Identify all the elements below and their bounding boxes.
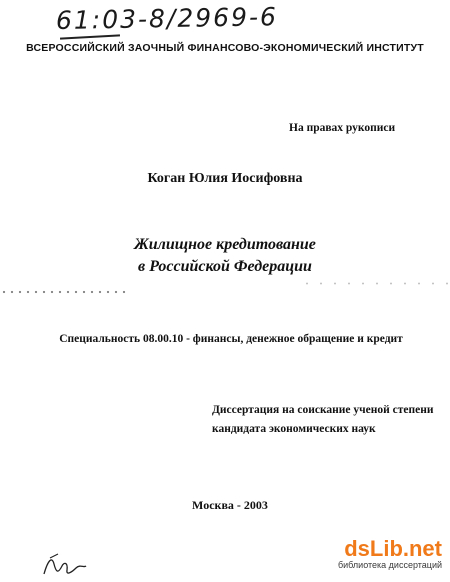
institute-name: ВСЕРОССИЙСКИЙ ЗАОЧНЫЙ ФИНАНСОВО-ЭКОНОМИЧЕСКИЙ ИНСТИТУТ [26, 42, 424, 54]
specialty-line: Специальность 08.00.10 - финансы, денежное обращение и кредит [59, 333, 403, 345]
title-line-2: в Российской Федерации [138, 258, 312, 275]
rights-note: На правах рукописи [289, 122, 396, 134]
scan-noise-dots [0, 290, 130, 294]
degree-line-2: кандидата экономических наук [212, 423, 376, 435]
degree-line-1: Диссертация на соискание ученой степени [212, 404, 434, 416]
dslib-watermark[interactable] [337, 536, 442, 576]
watermark-subtitle: библиотека диссертаций [337, 560, 442, 570]
author-name: Коган Юлия Иосифовна [147, 171, 303, 186]
dissertation-degree [212, 401, 433, 439]
handwritten-registration-number: 61:03-8/2969-6 [55, 2, 279, 36]
dissertation-title [0, 234, 450, 278]
handwritten-signature [40, 550, 90, 580]
scan-noise-dots-right [300, 282, 450, 285]
city-year: Москва - 2003 [192, 498, 268, 512]
title-line-1: Жилищное кредитование [134, 236, 316, 253]
watermark-logo: dsLib.net [344, 536, 442, 561]
